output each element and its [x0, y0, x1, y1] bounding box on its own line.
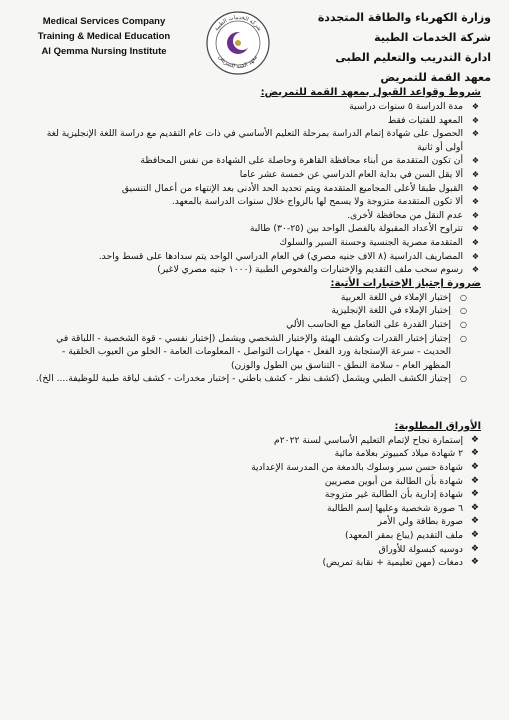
diamond-bullet-icon: ❖: [470, 543, 479, 554]
tests-list: [32, 291, 481, 386]
diamond-bullet-icon: ❖: [471, 210, 479, 220]
diamond-bullet-icon: ❖: [470, 530, 479, 541]
ministry-name: وزارة الكهرباء والطاقة المتجددة: [317, 11, 491, 24]
diamond-bullet-icon: ❖: [471, 265, 479, 275]
list-item: ❖ صورة بطاقة ولي الأمر: [377, 516, 479, 528]
circle-bullet-icon: ○: [460, 292, 467, 302]
diamond-bullet-icon: ❖: [471, 169, 479, 179]
diamond-bullet-icon: ❖: [471, 156, 479, 166]
tests-title: ضرورة إجتياز الإختبارات الأتية:: [330, 277, 481, 289]
diamond-bullet-icon: ❖: [471, 129, 479, 139]
list-item: ❖ شهادة إدارية بأن الطالبة غير متزوجة: [324, 489, 479, 501]
list-item: ❖ شهادة حسن سير وسلوك بالدمغة من المدرسة الإعدادية: [251, 462, 479, 474]
department-name-en: Training & Medical Education: [37, 31, 171, 42]
circle-bullet-icon: ○: [460, 319, 467, 329]
emblem-icon: [235, 40, 241, 46]
list-item: ❖ شهادة بأن الطالبة من أبوين مصريين: [324, 475, 479, 487]
admission-rules-list: [32, 100, 481, 277]
list-item: ❖ مدة الدراسة ٥ سنوات دراسية: [349, 101, 479, 112]
department-name-ar: ادارة التدريب والتعليم الطبى: [335, 51, 491, 64]
diamond-bullet-icon: ❖: [471, 197, 479, 207]
list-item: ❖ ألا تكون المتقدمة متزوجة ولا يسمح لها بالزواج خلال سنوات الدراسة بالمعهد.: [171, 196, 479, 208]
diamond-bullet-icon: ❖: [471, 183, 479, 193]
list-item: ❖ ألا يقل السن في بداية العام الدراسي عن خمسة عشر عاما: [239, 168, 479, 180]
list-item: ❖ المتقدمة مصرية الجنسية وحسنة السير والسلوك: [279, 236, 479, 248]
diamond-bullet-icon: ❖: [470, 516, 479, 527]
company-name-ar: شركة الخدمات الطبية: [374, 31, 491, 44]
diamond-bullet-icon: ❖: [470, 502, 479, 513]
list-item: ○ إختبار الإملاء في اللغة الإنجليزية: [331, 305, 467, 317]
list-item: ❖ دمغات (مهن تعليمية + نقابة تمريض): [322, 557, 479, 569]
list-item: ○ إختبار الإملاء في اللغة العربية: [340, 291, 467, 303]
list-item: ❖ دوسيه كبسولة للأوراق: [378, 543, 479, 555]
list-item: ○ إختبار القدرة على التعامل مع الحاسب الألي: [286, 318, 467, 330]
diamond-bullet-icon: ❖: [470, 434, 479, 445]
diamond-bullet-icon: ❖: [471, 251, 479, 261]
list-item: ❖ ٦ صورة شخصية وعليها إسم الطالبة: [327, 502, 479, 514]
list-item: ❖ ٢ شهادة ميلاد كمبيوتر بعلامة مائية: [334, 448, 479, 460]
list-item: ❖ عدم النقل من محافظة لأخرى.: [347, 209, 479, 221]
logo-top-text: شركة الخدمات الطبية: [213, 14, 263, 33]
required-documents-title: الأوراق المطلوبة:: [394, 420, 481, 432]
header-arabic: [317, 8, 491, 88]
diamond-bullet-icon: ❖: [471, 102, 479, 111]
diamond-bullet-icon: ❖: [470, 462, 479, 473]
diamond-bullet-icon: ❖: [471, 224, 479, 234]
circle-bullet-icon: ○: [460, 333, 467, 343]
admission-rules-title: شروط وقواعد القبول بمعهد القمة للتمريض:: [260, 87, 481, 98]
institute-logo: [205, 10, 271, 76]
diamond-bullet-icon: ❖: [470, 475, 479, 486]
header-english: [24, 14, 184, 59]
document-body: [32, 86, 481, 570]
required-documents-list: [32, 434, 481, 570]
diamond-bullet-icon: ❖: [471, 115, 479, 125]
list-item: ❖ إستمارة نجاح لإتمام التعليم الأساسي لسنة ٢٠٢٢م: [274, 434, 479, 446]
institute-name-ar: معهد القمة للتمريض: [380, 71, 491, 84]
list-item: ❖ أن تكون المتقدمة من أبناء محافظة القاهرة وحاصلة على الشهادة من نفس المحافظة: [140, 155, 479, 167]
logo-bottom-text: معهد القمة للتمريض: [216, 54, 259, 71]
circle-bullet-icon: ○: [460, 306, 467, 316]
list-item: ❖ المصاريف الدراسية (٨ الاف جنيه مصري) في العام الدراسي الواحد يتم سدادها على قسط واحد.: [98, 250, 479, 262]
list-item: ❖ المعهد للفتيات فقط: [387, 114, 479, 126]
list-item: ❖ الحصول على شهادة إتمام الدراسة بمرحلة التعليم الأساسي في ذات عام التقديم مع دراسة اللغة الإنجليزية لغة أولى أو ثانية: [46, 128, 479, 153]
diamond-bullet-icon: ❖: [470, 489, 479, 500]
list-item: ❖ تتراوح الأعداد المقبولة بالفصل الواحد بين (٢٥-٣٠) طالبة: [249, 223, 479, 235]
diamond-bullet-icon: ❖: [471, 237, 479, 247]
diamond-bullet-icon: ❖: [470, 448, 479, 459]
institute-name-en: Al Qemma Nursing Institute: [41, 46, 167, 57]
list-item: ❖ رسوم سحب ملف التقديم والإختبارات والفحوص الطبية (١٠٠٠ جنيه مصري لاغير): [157, 264, 479, 276]
list-item: ○ إجتياز الكشف الطبي ويشمل (كشف نظر - كشف باطني - إختبار مخدرات - كشف لياقة طبية للوظيفة.... الخ).: [35, 373, 467, 385]
list-item: ○ إجتياز إختبار القدرات وكشف الهيئة والإختبار الشخصي ويشمل (إختبار نفسي - قوة الشخصية - اللباقة في الحديث - سرعة الإستجابة ورد الفعل - مهارات التواصل - المعلومات العامة - الخلو من العيوب الخلقية - المظهر العام - سلامة النطق - التناسق بين الطول والوزن): [56, 332, 467, 371]
diamond-bullet-icon: ❖: [470, 557, 479, 568]
circle-bullet-icon: ○: [460, 374, 467, 384]
company-name-en: Medical Services Company: [42, 16, 166, 27]
list-item: ❖ القبول طبقا لأعلى المجاميع المتقدمة ويتم تحديد الحد الأدنى بعد الإنتهاء من أعمال التنسيق: [121, 182, 479, 194]
list-item: ❖ ملف التقديم (يباع بمقر المعهد): [345, 530, 479, 542]
